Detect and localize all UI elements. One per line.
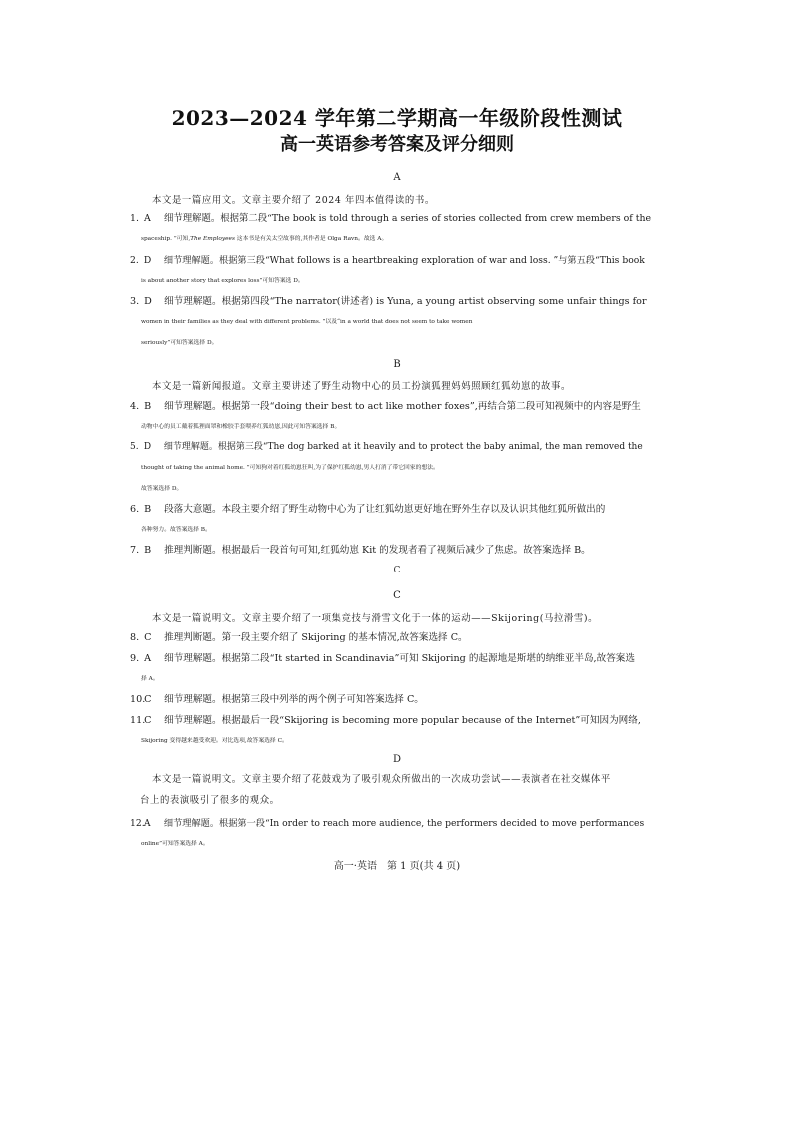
item-explanation-cont: 故答案选择 D。 bbox=[141, 486, 183, 492]
page-footer: 高一·英语 第 1 页(共 4 页) bbox=[333, 861, 461, 872]
answer-item-11 bbox=[130, 710, 652, 752]
item-explanation-cont: 这本书是有关太空故事的,其作者是 Olga Ravn。故选 A。 bbox=[234, 236, 388, 242]
answer-item-1 bbox=[130, 208, 652, 250]
answer-item-9 bbox=[130, 648, 652, 690]
item-explanation-cont: online”可知答案选择 A。 bbox=[141, 841, 209, 847]
item-explanation-cont: Skijoring 变得越来越受欢迎。对比选项,故答案选择 C。 bbox=[141, 738, 288, 744]
item-answer: D bbox=[143, 442, 152, 452]
section-d-intro bbox=[140, 769, 652, 811]
book-title: The Employees bbox=[190, 236, 235, 242]
section-c-heading: C bbox=[393, 590, 401, 601]
section-d-heading: D bbox=[392, 754, 402, 765]
item-number: 9. bbox=[130, 653, 140, 664]
item-answer: C bbox=[144, 694, 152, 705]
item-explanation-cont: 动物中心的员工戴着狐狸面罩和橡胶手套喂养红狐幼崽,因此可知答案选择 B。 bbox=[141, 424, 341, 430]
item-number: 1. bbox=[130, 213, 139, 224]
item-number: 6. bbox=[130, 504, 140, 515]
item-explanation: 细节理解题。根据第三段“What follows is a heartbreaking exploration of war and loss. ”与第五段“This book bbox=[163, 255, 645, 266]
item-answer: A bbox=[144, 653, 151, 664]
section-c-intro: 本文是一篇说明文。文章主要介绍了一项集竞技与滑雪文化于一体的运动——Skijoring(马拉滑雪)。 bbox=[152, 613, 599, 624]
section-d-intro-line: 本文是一篇说明文。文章主要介绍了花鼓戏为了吸引观众所做出的一次成功尝试——表演者在社交媒体平 bbox=[152, 774, 611, 785]
item-explanation: 推理判断题。根据最后一段首句可知,红狐幼崽 Kit 的发现者看了视频后减少了焦虑。故答案选择 B。 bbox=[164, 545, 591, 556]
item-answer: B bbox=[144, 504, 152, 515]
item-answer: C bbox=[144, 715, 152, 726]
section-a-heading: A bbox=[393, 172, 401, 183]
item-number: 2. bbox=[130, 255, 139, 266]
section-d-intro-line: 台上的表演吸引了很多的观众。 bbox=[140, 795, 280, 806]
answer-item-2 bbox=[130, 250, 652, 292]
item-explanation-cont: seriously”可知答案选择 D。 bbox=[141, 340, 218, 346]
item-explanation-cont: thought of taking the animal home. ”可知狗对着红狐幼崽狂叫,为了保护红狐幼崽,男人打消了带它回家的想法。 bbox=[141, 465, 439, 471]
item-answer: B bbox=[144, 401, 152, 412]
item-explanation-cont: is about another story that explores loss”可知答案选 D。 bbox=[141, 278, 304, 284]
item-number: 5. bbox=[130, 442, 139, 452]
item-explanation: 细节理解题。根据第一段“doing their best to act like mother foxes”,再结合第二段可知视频中的内容是野生 bbox=[164, 401, 641, 412]
item-explanation: 细节理解题。根据第二段“It started in Scandinavia”可知 Skijoring 的起源地是斯堪的纳维亚半岛,故答案选 bbox=[164, 653, 635, 664]
item-number: 7. bbox=[130, 545, 140, 556]
item-answer: A bbox=[143, 213, 151, 224]
item-explanation-cont: 择 A。 bbox=[141, 676, 159, 682]
answer-item-3 bbox=[130, 291, 652, 354]
answer-item-7 bbox=[130, 540, 652, 561]
item-number: 3. bbox=[130, 296, 140, 307]
section-a-intro: 本文是一篇应用文。文章主要介绍了 2024 年四本值得读的书。 bbox=[152, 195, 435, 206]
item-number: 11. bbox=[130, 715, 146, 726]
item-number: 12. bbox=[130, 818, 145, 829]
item-number: 8. bbox=[130, 632, 140, 643]
page-subtitle: 高一英语参考答案及评分细则 bbox=[280, 134, 514, 155]
section-b-intro: 本文是一篇新闻报道。文章主要讲述了野生动物中心的员工扮演狐狸妈妈照顾红狐幼崽的故事。 bbox=[152, 381, 571, 392]
item-explanation: 细节理解题。根据第四段“The narrator(讲述者) is Yuna, a young artist observing some unfair things for bbox=[164, 296, 647, 307]
answer-item-4 bbox=[130, 396, 652, 438]
item-answer: B bbox=[144, 545, 152, 556]
item-answer: C bbox=[144, 632, 152, 643]
answer-item-8 bbox=[130, 627, 652, 648]
answer-item-12 bbox=[130, 813, 652, 855]
answer-item-5 bbox=[130, 437, 652, 500]
item-explanation: 细节理解题。根据最后一段“Skijoring is becoming more popular because of the Internet”可知因为网络, bbox=[164, 715, 641, 726]
item-explanation-cont: spaceship. ”可知, bbox=[141, 236, 191, 242]
answer-item-10 bbox=[130, 689, 652, 710]
item-answer: A bbox=[143, 818, 151, 829]
item-explanation: 细节理解题。根据第一段“In order to reach more audience, the performers decided to move performances bbox=[163, 818, 645, 829]
item-explanation: 细节理解题。根据第三段“The dog barked at it heavily and to protect the baby animal, the man removed the bbox=[163, 442, 643, 452]
answer-item-6 bbox=[130, 499, 652, 541]
page-title: 2023—2024 学年第二学期高一年级阶段性测试 bbox=[171, 106, 623, 130]
item-explanation: 段落大意题。本段主要介绍了野生动物中心为了让红狐幼崽更好地在野外生存以及认识其他红狐所做出的 bbox=[164, 504, 606, 515]
item-explanation: 推理判断题。第一段主要介绍了 Skijoring 的基本情况,故答案选择 C。 bbox=[164, 632, 468, 643]
item-explanation-cont: women in their families as they deal with different problems. ”以及“in a world that does not seem to take women bbox=[141, 319, 473, 325]
item-number: 4. bbox=[130, 401, 140, 412]
item-explanation: 细节理解题。根据第二段“The book is told through a series of stories collected from crew members of the bbox=[163, 213, 652, 224]
item-explanation: 细节理解题。根据第三段中列举的两个例子可知答案选择 C。 bbox=[164, 694, 424, 705]
item-explanation-cont: 各种努力。故答案选择 B。 bbox=[141, 527, 211, 533]
item-number: 10. bbox=[130, 694, 146, 705]
item-answer: D bbox=[144, 296, 152, 307]
item-answer: D bbox=[143, 255, 152, 266]
cropped-letter-artifact: C bbox=[393, 566, 401, 572]
section-b-heading: B bbox=[393, 359, 401, 370]
